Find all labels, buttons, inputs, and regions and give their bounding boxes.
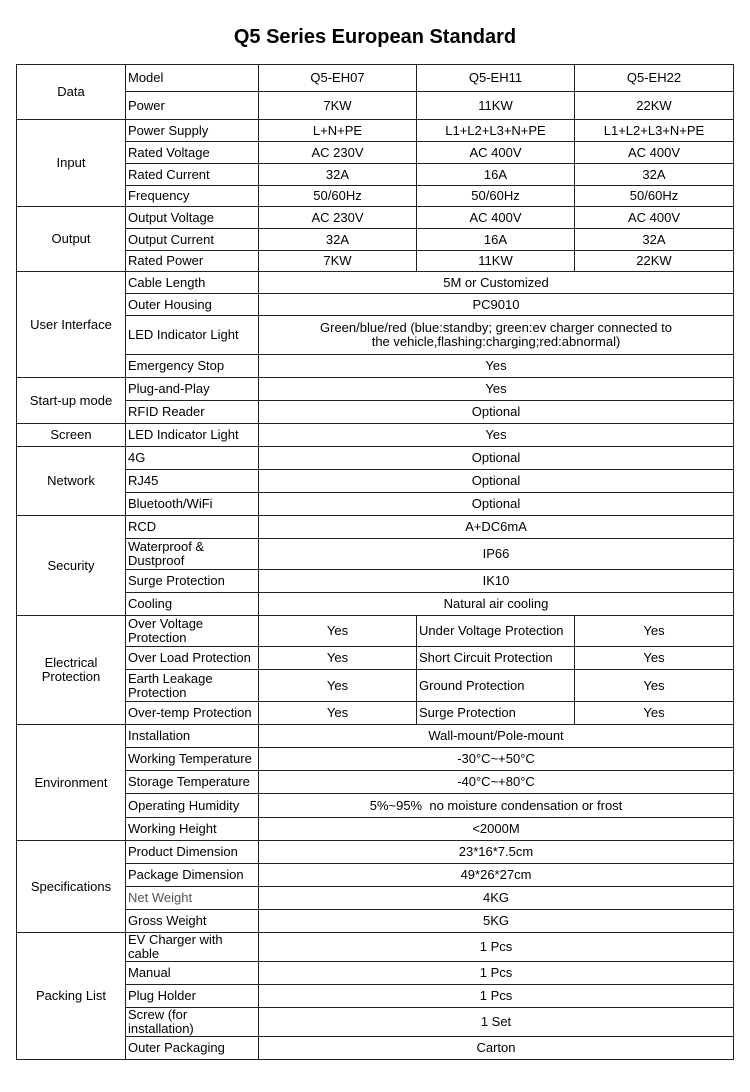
cell-value: 49*26*27cm xyxy=(259,864,734,887)
cell-value: 50/60Hz xyxy=(575,186,734,207)
cell-value: Yes xyxy=(575,670,734,702)
table-row xyxy=(17,841,734,864)
table-row xyxy=(17,725,734,748)
table-row xyxy=(17,378,734,401)
cell-value: AC 400V xyxy=(417,142,575,164)
cell-value: Q5-EH22 xyxy=(575,65,734,92)
section-name: Data xyxy=(17,65,126,120)
cell-value: Yes xyxy=(259,670,417,702)
cell-value: 22KW xyxy=(575,92,734,120)
cell-value: Q5-EH07 xyxy=(259,65,417,92)
row-label: Outer Housing xyxy=(126,294,259,316)
cell-value: 1 Set xyxy=(259,1008,734,1037)
row-label: Output Voltage xyxy=(126,207,259,229)
row-label: Bluetooth/WiFi xyxy=(126,493,259,516)
row-label: Screw (for installation) xyxy=(126,1008,259,1037)
cell-value: AC 400V xyxy=(575,207,734,229)
row-label: Working Temperature xyxy=(126,748,259,771)
cell-value: L1+L2+L3+N+PE xyxy=(575,120,734,142)
row-label: RFID Reader xyxy=(126,401,259,424)
cell-value: 23*16*7.5cm xyxy=(259,841,734,864)
cell-value: Yes xyxy=(259,424,734,447)
row-label: Installation xyxy=(126,725,259,748)
row-label: Plug-and-Play xyxy=(126,378,259,401)
cell-value: Optional xyxy=(259,401,734,424)
cell-value: 22KW xyxy=(575,251,734,272)
row-label: Surge Protection xyxy=(126,570,259,593)
table-row xyxy=(17,424,734,447)
row-label: Rated Current xyxy=(126,164,259,186)
section-name: Screen xyxy=(17,424,126,447)
row-label: Output Current xyxy=(126,229,259,251)
cell-value: 5KG xyxy=(259,910,734,933)
section-name: Environment xyxy=(17,725,126,841)
row-label: Working Height xyxy=(126,818,259,841)
row-label: Over-temp Protection xyxy=(126,702,259,725)
cell-value: 32A xyxy=(259,164,417,186)
cell-value: <2000M xyxy=(259,818,734,841)
cell-value: 1 Pcs xyxy=(259,962,734,985)
table-row xyxy=(17,120,734,142)
cell-value: Yes xyxy=(575,616,734,647)
cell-value: 50/60Hz xyxy=(417,186,575,207)
row-label: Package Dimension xyxy=(126,864,259,887)
row-label: Surge Protection xyxy=(417,702,575,725)
table-row xyxy=(17,65,734,92)
cell-value: 16A xyxy=(417,164,575,186)
row-label: Plug Holder xyxy=(126,985,259,1008)
cell-value: Green/blue/red (blue:standby; green:ev charger connected to the vehicle,flashing:charging;red:abnormal) xyxy=(259,316,734,355)
row-label: Cable Length xyxy=(126,272,259,294)
cell-value: 11KW xyxy=(417,92,575,120)
row-label: Rated Voltage xyxy=(126,142,259,164)
cell-value: Yes xyxy=(259,355,734,378)
row-label: Over Load Protection xyxy=(126,647,259,670)
section-name: User Interface xyxy=(17,272,126,378)
cell-value: Yes xyxy=(575,702,734,725)
section-name: Specifications xyxy=(17,841,126,933)
table-row xyxy=(17,933,734,962)
row-label: 4G xyxy=(126,447,259,470)
cell-value: L1+L2+L3+N+PE xyxy=(417,120,575,142)
cell-value: Q5-EH11 xyxy=(417,65,575,92)
cell-value: 1 Pcs xyxy=(259,985,734,1008)
table-row xyxy=(17,516,734,539)
cell-value: Optional xyxy=(259,493,734,516)
cell-value: Natural air cooling xyxy=(259,593,734,616)
cell-value: 7KW xyxy=(259,92,417,120)
row-label: Model xyxy=(126,65,259,92)
cell-value: 1 Pcs xyxy=(259,933,734,962)
cell-value: Yes xyxy=(575,647,734,670)
row-label: Power Supply xyxy=(126,120,259,142)
row-label: Power xyxy=(126,92,259,120)
cell-value: -40°C~+80°C xyxy=(259,771,734,794)
section-name: Packing List xyxy=(17,933,126,1060)
row-label: Earth Leakage Protection xyxy=(126,670,259,702)
row-label: Over Voltage Protection xyxy=(126,616,259,647)
cell-value: 5%~95% no moisture condensation or frost xyxy=(259,794,734,818)
page-title: Q5 Series European Standard xyxy=(233,26,517,48)
section-name: Output xyxy=(17,207,126,272)
cell-value: IP66 xyxy=(259,539,734,570)
cell-value: AC 400V xyxy=(417,207,575,229)
row-label: EV Charger with cable xyxy=(126,933,259,962)
cell-value: 32A xyxy=(575,229,734,251)
cell-value: L+N+PE xyxy=(259,120,417,142)
spec-table xyxy=(16,64,734,1060)
cell-value: 7KW xyxy=(259,251,417,272)
row-label: Outer Packaging xyxy=(126,1037,259,1060)
cell-value: 4KG xyxy=(259,887,734,910)
section-name: Start-up mode xyxy=(17,378,126,424)
cell-value: AC 230V xyxy=(259,142,417,164)
row-label: Operating Humidity xyxy=(126,794,259,818)
cell-value: -30°C~+50°C xyxy=(259,748,734,771)
row-label: Cooling xyxy=(126,593,259,616)
row-label: Rated Power xyxy=(126,251,259,272)
cell-value: A+DC6mA xyxy=(259,516,734,539)
row-label: Ground Protection xyxy=(417,670,575,702)
row-label: Storage Temperature xyxy=(126,771,259,794)
cell-value: Yes xyxy=(259,616,417,647)
cell-value: Yes xyxy=(259,702,417,725)
row-label: Frequency xyxy=(126,186,259,207)
table-row xyxy=(17,207,734,229)
row-label: RCD xyxy=(126,516,259,539)
cell-value: PC9010 xyxy=(259,294,734,316)
row-label: LED Indicator Light xyxy=(126,424,259,447)
cell-value: 32A xyxy=(575,164,734,186)
section-name: Electrical Protection xyxy=(17,616,126,725)
row-label: Short Circuit Protection xyxy=(417,647,575,670)
row-label: Gross Weight xyxy=(126,910,259,933)
cell-value: AC 400V xyxy=(575,142,734,164)
row-label: Waterproof & Dustproof xyxy=(126,539,259,570)
row-label: LED Indicator Light xyxy=(126,316,259,355)
cell-value: 5M or Customized xyxy=(259,272,734,294)
row-label: Net Weight xyxy=(126,887,259,910)
cell-value: Optional xyxy=(259,470,734,493)
row-label: Product Dimension xyxy=(126,841,259,864)
section-name: Security xyxy=(17,516,126,616)
row-label: Emergency Stop xyxy=(126,355,259,378)
cell-value: Wall-mount/Pole-mount xyxy=(259,725,734,748)
row-label: Under Voltage Protection xyxy=(417,616,575,647)
cell-value: Yes xyxy=(259,647,417,670)
cell-value: Optional xyxy=(259,447,734,470)
section-name: Network xyxy=(17,447,126,516)
cell-value: 32A xyxy=(259,229,417,251)
section-name: Input xyxy=(17,120,126,207)
cell-value: AC 230V xyxy=(259,207,417,229)
cell-value: Yes xyxy=(259,378,734,401)
table-row xyxy=(17,272,734,294)
table-row xyxy=(17,447,734,470)
cell-value: Carton xyxy=(259,1037,734,1060)
table-row xyxy=(17,616,734,647)
row-label: RJ45 xyxy=(126,470,259,493)
cell-value: 11KW xyxy=(417,251,575,272)
row-label: Manual xyxy=(126,962,259,985)
cell-value: 16A xyxy=(417,229,575,251)
cell-value: 50/60Hz xyxy=(259,186,417,207)
cell-value: IK10 xyxy=(259,570,734,593)
